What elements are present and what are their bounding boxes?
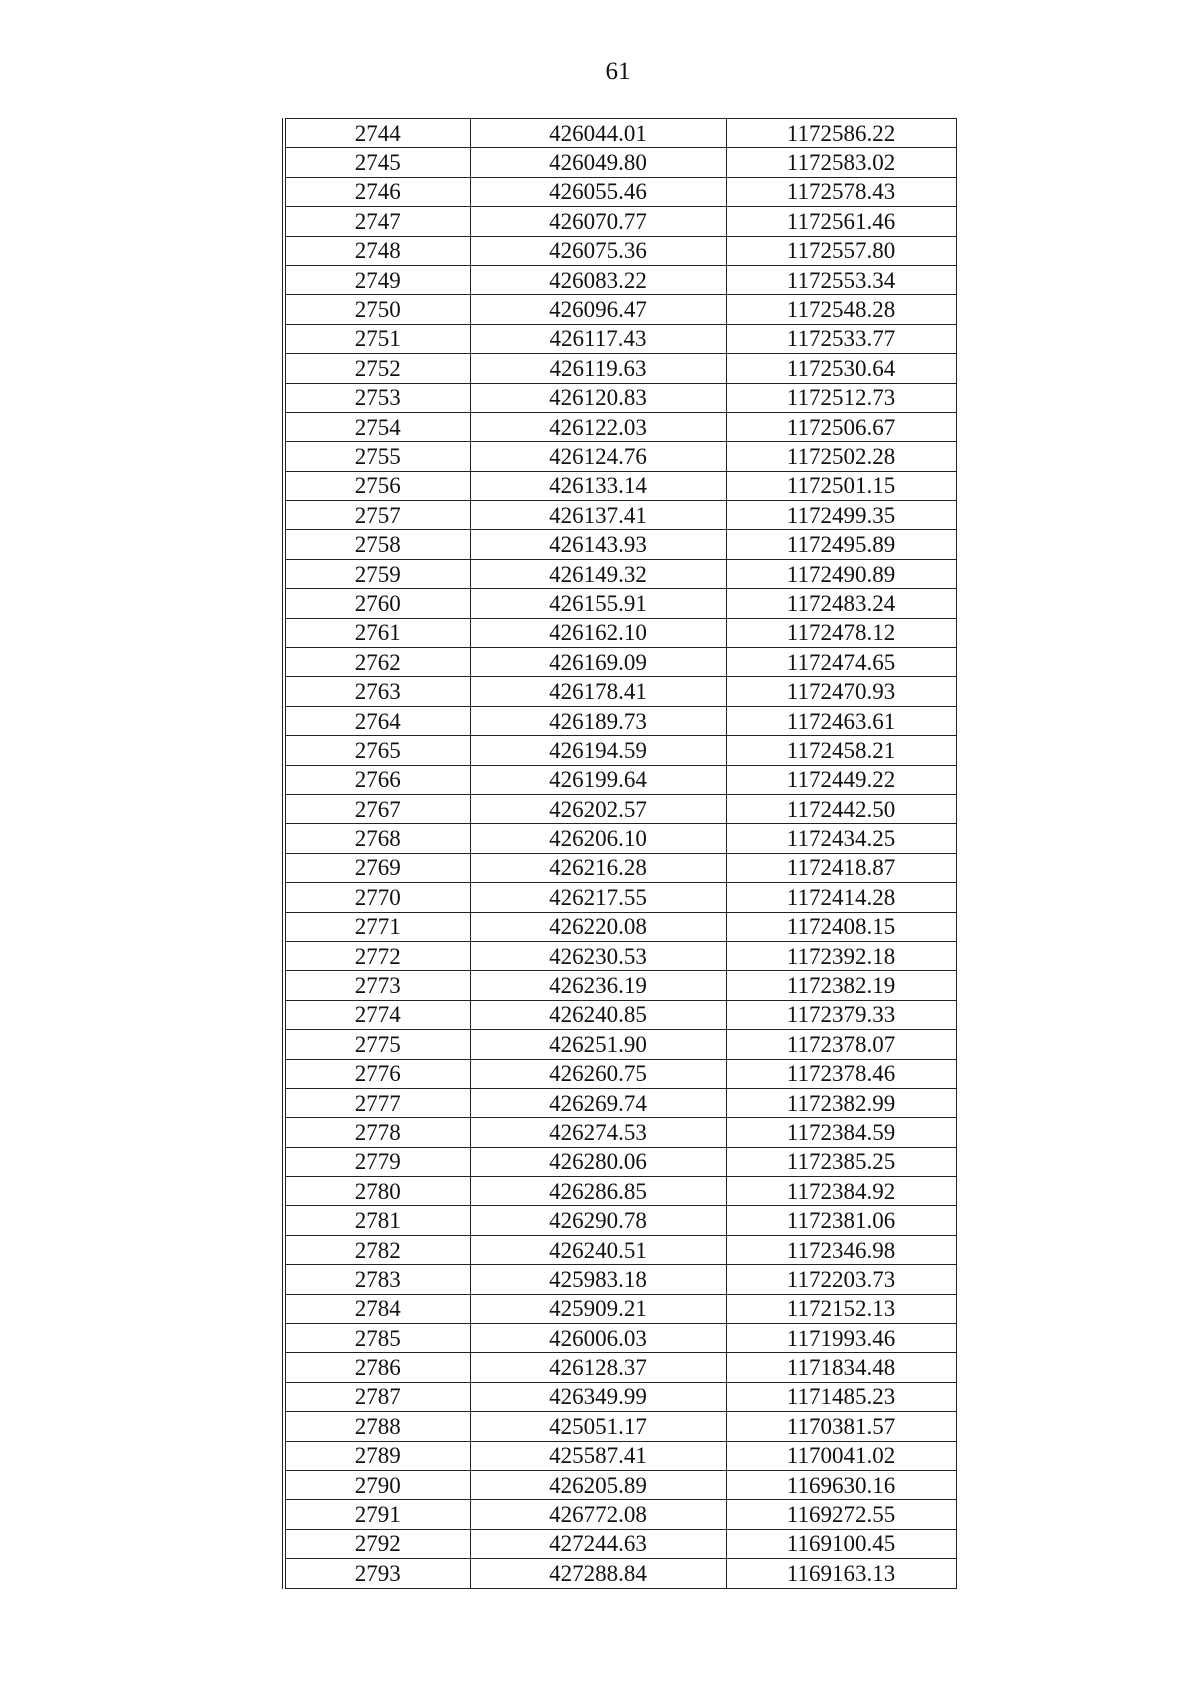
point-number-cell: 2768 — [284, 824, 470, 853]
table-row — [284, 824, 956, 853]
x-coordinate-cell: 426096.47 — [470, 295, 726, 324]
table-row — [284, 1382, 956, 1411]
y-coordinate-cell: 1171485.23 — [726, 1382, 956, 1411]
y-coordinate-cell: 1172378.46 — [726, 1059, 956, 1088]
table-row — [284, 1235, 956, 1264]
y-coordinate-cell: 1172470.93 — [726, 677, 956, 706]
x-coordinate-cell: 426137.41 — [470, 501, 726, 530]
table-row — [284, 971, 956, 1000]
y-coordinate-cell: 1172553.34 — [726, 265, 956, 294]
y-coordinate-cell: 1172442.50 — [726, 794, 956, 823]
x-coordinate-cell: 426274.53 — [470, 1118, 726, 1147]
point-number-cell: 2772 — [284, 941, 470, 970]
coordinates-table — [282, 118, 957, 1589]
point-number-cell: 2751 — [284, 324, 470, 353]
x-coordinate-cell: 426119.63 — [470, 354, 726, 383]
x-coordinate-cell: 426155.91 — [470, 589, 726, 618]
y-coordinate-cell: 1172384.92 — [726, 1177, 956, 1206]
x-coordinate-cell: 426194.59 — [470, 736, 726, 765]
y-coordinate-cell: 1172483.24 — [726, 589, 956, 618]
x-coordinate-cell: 426162.10 — [470, 618, 726, 647]
point-number-cell: 2746 — [284, 177, 470, 206]
table-row — [284, 706, 956, 735]
table-row — [284, 265, 956, 294]
y-coordinate-cell: 1172408.15 — [726, 912, 956, 941]
x-coordinate-cell: 426117.43 — [470, 324, 726, 353]
coordinates-table-body — [284, 119, 956, 1589]
table-row — [284, 1412, 956, 1441]
point-number-cell: 2784 — [284, 1294, 470, 1323]
y-coordinate-cell: 1172449.22 — [726, 765, 956, 794]
x-coordinate-cell: 426049.80 — [470, 148, 726, 177]
table-row — [284, 1559, 956, 1588]
x-coordinate-cell: 426772.08 — [470, 1500, 726, 1529]
x-coordinate-cell: 426178.41 — [470, 677, 726, 706]
point-number-cell: 2763 — [284, 677, 470, 706]
x-coordinate-cell: 426220.08 — [470, 912, 726, 941]
point-number-cell: 2782 — [284, 1235, 470, 1264]
x-coordinate-cell: 425587.41 — [470, 1441, 726, 1470]
x-coordinate-cell: 426251.90 — [470, 1030, 726, 1059]
point-number-cell: 2767 — [284, 794, 470, 823]
point-number-cell: 2744 — [284, 119, 470, 148]
table-row — [284, 177, 956, 206]
table-row — [284, 236, 956, 265]
point-number-cell: 2745 — [284, 148, 470, 177]
x-coordinate-cell: 426143.93 — [470, 530, 726, 559]
y-coordinate-cell: 1169630.16 — [726, 1470, 956, 1499]
y-coordinate-cell: 1172382.99 — [726, 1088, 956, 1117]
point-number-cell: 2774 — [284, 1000, 470, 1029]
x-coordinate-cell: 426205.89 — [470, 1470, 726, 1499]
table-row — [284, 295, 956, 324]
x-coordinate-cell: 426240.85 — [470, 1000, 726, 1029]
x-coordinate-cell: 426236.19 — [470, 971, 726, 1000]
point-number-cell: 2793 — [284, 1559, 470, 1588]
y-coordinate-cell: 1172434.25 — [726, 824, 956, 853]
point-number-cell: 2783 — [284, 1265, 470, 1294]
table-row — [284, 648, 956, 677]
table-row — [284, 941, 956, 970]
table-row — [284, 1147, 956, 1176]
table-row — [284, 324, 956, 353]
point-number-cell: 2781 — [284, 1206, 470, 1235]
y-coordinate-cell: 1172530.64 — [726, 354, 956, 383]
point-number-cell: 2760 — [284, 589, 470, 618]
y-coordinate-cell: 1172385.25 — [726, 1147, 956, 1176]
x-coordinate-cell: 425983.18 — [470, 1265, 726, 1294]
point-number-cell: 2773 — [284, 971, 470, 1000]
x-coordinate-cell: 426280.06 — [470, 1147, 726, 1176]
x-coordinate-cell: 426349.99 — [470, 1382, 726, 1411]
x-coordinate-cell: 426122.03 — [470, 412, 726, 441]
x-coordinate-cell: 426083.22 — [470, 265, 726, 294]
y-coordinate-cell: 1172382.19 — [726, 971, 956, 1000]
table-row — [284, 501, 956, 530]
table-row — [284, 1353, 956, 1382]
y-coordinate-cell: 1172548.28 — [726, 295, 956, 324]
y-coordinate-cell: 1171993.46 — [726, 1324, 956, 1353]
x-coordinate-cell: 426260.75 — [470, 1059, 726, 1088]
y-coordinate-cell: 1172495.89 — [726, 530, 956, 559]
table-row — [284, 1529, 956, 1558]
x-coordinate-cell: 426269.74 — [470, 1088, 726, 1117]
y-coordinate-cell: 1172512.73 — [726, 383, 956, 412]
y-coordinate-cell: 1172583.02 — [726, 148, 956, 177]
y-coordinate-cell: 1171834.48 — [726, 1353, 956, 1382]
point-number-cell: 2775 — [284, 1030, 470, 1059]
point-number-cell: 2780 — [284, 1177, 470, 1206]
x-coordinate-cell: 426044.01 — [470, 119, 726, 148]
x-coordinate-cell: 425909.21 — [470, 1294, 726, 1323]
table-row — [284, 1030, 956, 1059]
x-coordinate-cell: 426070.77 — [470, 207, 726, 236]
y-coordinate-cell: 1172533.77 — [726, 324, 956, 353]
x-coordinate-cell: 426230.53 — [470, 941, 726, 970]
x-coordinate-cell: 426206.10 — [470, 824, 726, 853]
y-coordinate-cell: 1172392.18 — [726, 941, 956, 970]
y-coordinate-cell: 1172414.28 — [726, 883, 956, 912]
table-row — [284, 207, 956, 236]
point-number-cell: 2776 — [284, 1059, 470, 1088]
x-coordinate-cell: 426199.64 — [470, 765, 726, 794]
table-row — [284, 736, 956, 765]
x-coordinate-cell: 426149.32 — [470, 559, 726, 588]
y-coordinate-cell: 1172463.61 — [726, 706, 956, 735]
point-number-cell: 2765 — [284, 736, 470, 765]
table-row — [284, 853, 956, 882]
y-coordinate-cell: 1172490.89 — [726, 559, 956, 588]
table-row — [284, 1500, 956, 1529]
x-coordinate-cell: 426006.03 — [470, 1324, 726, 1353]
table-row — [284, 765, 956, 794]
x-coordinate-cell: 427288.84 — [470, 1559, 726, 1588]
point-number-cell: 2761 — [284, 618, 470, 647]
table-row — [284, 912, 956, 941]
x-coordinate-cell: 426055.46 — [470, 177, 726, 206]
table-row — [284, 383, 956, 412]
table-row — [284, 1441, 956, 1470]
y-coordinate-cell: 1172586.22 — [726, 119, 956, 148]
point-number-cell: 2779 — [284, 1147, 470, 1176]
table-row — [284, 1088, 956, 1117]
y-coordinate-cell: 1169163.13 — [726, 1559, 956, 1588]
y-coordinate-cell: 1172557.80 — [726, 236, 956, 265]
table-row — [284, 1118, 956, 1147]
table-row — [284, 677, 956, 706]
table-row — [284, 883, 956, 912]
x-coordinate-cell: 426133.14 — [470, 471, 726, 500]
point-number-cell: 2785 — [284, 1324, 470, 1353]
table-row — [284, 1265, 956, 1294]
y-coordinate-cell: 1172478.12 — [726, 618, 956, 647]
x-coordinate-cell: 426189.73 — [470, 706, 726, 735]
y-coordinate-cell: 1172381.06 — [726, 1206, 956, 1235]
point-number-cell: 2748 — [284, 236, 470, 265]
point-number-cell: 2759 — [284, 559, 470, 588]
table-row — [284, 1324, 956, 1353]
point-number-cell: 2788 — [284, 1412, 470, 1441]
y-coordinate-cell: 1172152.13 — [726, 1294, 956, 1323]
x-coordinate-cell: 426075.36 — [470, 236, 726, 265]
y-coordinate-cell: 1170041.02 — [726, 1441, 956, 1470]
y-coordinate-cell: 1172474.65 — [726, 648, 956, 677]
x-coordinate-cell: 426290.78 — [470, 1206, 726, 1235]
point-number-cell: 2786 — [284, 1353, 470, 1382]
point-number-cell: 2752 — [284, 354, 470, 383]
y-coordinate-cell: 1172506.67 — [726, 412, 956, 441]
table-row — [284, 589, 956, 618]
table-row — [284, 794, 956, 823]
point-number-cell: 2762 — [284, 648, 470, 677]
point-number-cell: 2766 — [284, 765, 470, 794]
point-number-cell: 2769 — [284, 853, 470, 882]
y-coordinate-cell: 1172458.21 — [726, 736, 956, 765]
point-number-cell: 2757 — [284, 501, 470, 530]
point-number-cell: 2747 — [284, 207, 470, 236]
point-number-cell: 2789 — [284, 1441, 470, 1470]
x-coordinate-cell: 426202.57 — [470, 794, 726, 823]
point-number-cell: 2755 — [284, 442, 470, 471]
table-row — [284, 1294, 956, 1323]
y-coordinate-cell: 1172384.59 — [726, 1118, 956, 1147]
table-row — [284, 618, 956, 647]
point-number-cell: 2790 — [284, 1470, 470, 1499]
point-number-cell: 2771 — [284, 912, 470, 941]
point-number-cell: 2756 — [284, 471, 470, 500]
table-row — [284, 412, 956, 441]
x-coordinate-cell: 426286.85 — [470, 1177, 726, 1206]
y-coordinate-cell: 1172499.35 — [726, 501, 956, 530]
y-coordinate-cell: 1169100.45 — [726, 1529, 956, 1558]
x-coordinate-cell: 425051.17 — [470, 1412, 726, 1441]
x-coordinate-cell: 426169.09 — [470, 648, 726, 677]
point-number-cell: 2770 — [284, 883, 470, 912]
table-row — [284, 148, 956, 177]
point-number-cell: 2764 — [284, 706, 470, 735]
x-coordinate-cell: 426120.83 — [470, 383, 726, 412]
y-coordinate-cell: 1172378.07 — [726, 1030, 956, 1059]
y-coordinate-cell: 1172346.98 — [726, 1235, 956, 1264]
point-number-cell: 2750 — [284, 295, 470, 324]
y-coordinate-cell: 1172379.33 — [726, 1000, 956, 1029]
table-row — [284, 442, 956, 471]
y-coordinate-cell: 1172561.46 — [726, 207, 956, 236]
y-coordinate-cell: 1169272.55 — [726, 1500, 956, 1529]
x-coordinate-cell: 426124.76 — [470, 442, 726, 471]
point-number-cell: 2791 — [284, 1500, 470, 1529]
y-coordinate-cell: 1172418.87 — [726, 853, 956, 882]
point-number-cell: 2753 — [284, 383, 470, 412]
y-coordinate-cell: 1172501.15 — [726, 471, 956, 500]
table-row — [284, 471, 956, 500]
table-row — [284, 354, 956, 383]
y-coordinate-cell: 1172502.28 — [726, 442, 956, 471]
table-row — [284, 1177, 956, 1206]
x-coordinate-cell: 427244.63 — [470, 1529, 726, 1558]
table-row — [284, 119, 956, 148]
point-number-cell: 2787 — [284, 1382, 470, 1411]
point-number-cell: 2792 — [284, 1529, 470, 1558]
point-number-cell: 2758 — [284, 530, 470, 559]
x-coordinate-cell: 426128.37 — [470, 1353, 726, 1382]
table-row — [284, 1470, 956, 1499]
table-row — [284, 1206, 956, 1235]
table-row — [284, 1000, 956, 1029]
point-number-cell: 2777 — [284, 1088, 470, 1117]
y-coordinate-cell: 1172578.43 — [726, 177, 956, 206]
page-number: 61 — [605, 58, 631, 85]
table-row — [284, 530, 956, 559]
y-coordinate-cell: 1170381.57 — [726, 1412, 956, 1441]
point-number-cell: 2749 — [284, 265, 470, 294]
x-coordinate-cell: 426217.55 — [470, 883, 726, 912]
x-coordinate-cell: 426240.51 — [470, 1235, 726, 1264]
point-number-cell: 2754 — [284, 412, 470, 441]
x-coordinate-cell: 426216.28 — [470, 853, 726, 882]
table-row — [284, 1059, 956, 1088]
point-number-cell: 2778 — [284, 1118, 470, 1147]
table-row — [284, 559, 956, 588]
y-coordinate-cell: 1172203.73 — [726, 1265, 956, 1294]
